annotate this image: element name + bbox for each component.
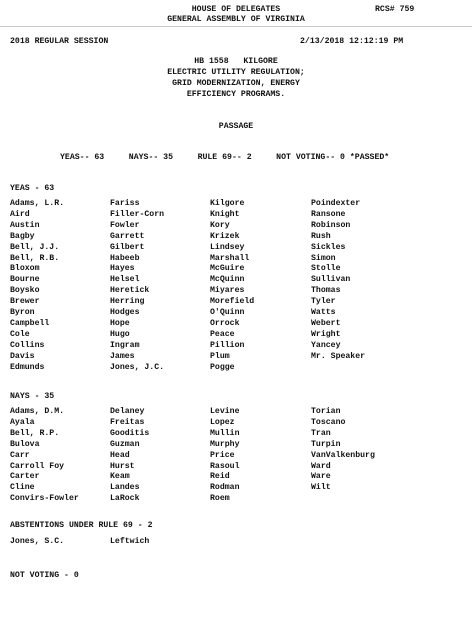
member-name: Leftwich: [110, 537, 150, 546]
member-name: Watts: [311, 308, 336, 318]
not-voting-heading: NOT VOTING - 0: [10, 571, 79, 580]
member-name: VanValkenburg: [311, 450, 375, 460]
member-name: Krizek: [210, 231, 240, 241]
member-name: Poindexter: [311, 199, 361, 208]
nays-list: [10, 407, 421, 505]
member-name: Ingram: [110, 340, 140, 350]
member-name: Cline: [10, 483, 35, 493]
member-name: Bell, R.P.: [10, 428, 60, 438]
member-name: Bulova: [10, 439, 40, 449]
member-name: Freitas: [110, 417, 145, 427]
member-name: Plum: [210, 351, 230, 361]
member-name: Carroll Foy: [10, 461, 65, 471]
member-name: Lindsey: [210, 242, 245, 252]
member-name: Jones, J.C.: [110, 362, 165, 372]
yeas-heading: YEAS - 63: [10, 184, 55, 193]
member-name: Lopez: [210, 417, 235, 427]
member-name: Rodman: [210, 483, 240, 493]
member-name: O'Quinn: [210, 308, 245, 318]
member-name: Sullivan: [311, 275, 351, 285]
member-name: Garrett: [110, 231, 145, 241]
vote-datetime: 2/13/2018 12:12:19 PM: [300, 37, 404, 46]
nays-heading: NAYS - 35: [10, 392, 55, 401]
member-name: Ward: [311, 461, 331, 471]
assembly-name: GENERAL ASSEMBLY OF VIRGINIA: [167, 15, 305, 24]
chamber-name: HOUSE OF DELEGATES: [191, 5, 281, 14]
member-name: Webert: [311, 318, 341, 328]
member-name: Yancey: [311, 340, 341, 350]
member-name: Simon: [311, 253, 336, 263]
member-name: Keam: [110, 472, 130, 482]
member-name: Carter: [10, 472, 40, 482]
member-name: Collins: [10, 340, 45, 350]
vote-tally: YEAS-- 63 NAYS-- 35 RULE 69-- 2 NOT VOTING-- 0 *PASSED*: [60, 153, 390, 162]
member-name: Hope: [110, 318, 130, 328]
member-name: Aird: [10, 209, 30, 219]
member-name: Levine: [210, 407, 240, 416]
member-name: McGuire: [210, 264, 245, 274]
member-name: Thomas: [311, 286, 341, 296]
member-name: Gooditis: [110, 428, 150, 438]
abstentions-heading: ABSTENTIONS UNDER RULE 69 - 2: [10, 521, 153, 530]
member-name: Wilt: [311, 483, 331, 493]
member-name: Stolle: [311, 264, 341, 274]
member-name: Bagby: [10, 231, 35, 241]
abstentions-list: [10, 537, 421, 548]
yeas-list: [10, 199, 421, 374]
member-name: Jones, S.C.: [10, 537, 65, 546]
session-label: 2018 REGULAR SESSION: [10, 37, 109, 46]
member-name: [311, 494, 421, 505]
member-name: Boysko: [10, 286, 40, 296]
member-name: Fowler: [110, 220, 140, 230]
member-name: Rasoul: [210, 461, 240, 471]
member-name: Murphy: [210, 439, 240, 449]
member-name: Hugo: [110, 329, 130, 339]
member-name: Robinson: [311, 220, 351, 230]
member-name: Hodges: [110, 308, 140, 318]
bill-number: HB 1558 KILGORE: [194, 57, 278, 66]
member-name: Bell, J.J.: [10, 242, 60, 252]
member-name: [210, 537, 311, 548]
member-name: Habeeb: [110, 253, 140, 263]
member-name: Mr. Speaker: [311, 351, 366, 361]
member-name: [311, 537, 421, 548]
header-divider: [0, 26, 472, 27]
member-name: Bloxom: [10, 264, 40, 274]
member-name: Morefield: [210, 297, 255, 307]
member-name: Landes: [110, 483, 140, 493]
member-name: Reid: [210, 472, 230, 482]
member-name: Convirs-Fowler: [10, 494, 79, 504]
action-title: PASSAGE: [218, 122, 254, 131]
member-name: Head: [110, 450, 130, 460]
member-name: Adams, L.R.: [10, 199, 65, 208]
member-name: Adams, D.M.: [10, 407, 65, 416]
member-name: Ransone: [311, 209, 346, 219]
member-name: Byron: [10, 308, 35, 318]
member-name: McQuinn: [210, 275, 245, 285]
member-name: Mullin: [210, 428, 240, 438]
member-name: Austin: [10, 220, 40, 230]
member-name: Roem: [210, 494, 230, 504]
member-name: Orrock: [210, 318, 240, 328]
member-name: Gilbert: [110, 242, 145, 252]
member-name: Ware: [311, 472, 331, 482]
member-name: Brewer: [10, 297, 40, 307]
member-name: Turpin: [311, 439, 341, 449]
member-name: Pogge: [210, 362, 235, 372]
member-name: Torian: [311, 407, 341, 416]
roll-call-number: RCS# 759: [375, 5, 415, 14]
member-name: Bell, R.B.: [10, 253, 60, 263]
member-name: Peace: [210, 329, 235, 339]
member-name: Helsel: [110, 275, 140, 285]
bill-title-line-3: EFFICIENCY PROGRAMS.: [186, 90, 286, 99]
member-name: Knight: [210, 209, 240, 219]
member-name: Hurst: [110, 461, 135, 471]
member-name: Herring: [110, 297, 145, 307]
bill-title-line-1: ELECTRIC UTILITY REGULATION;: [167, 68, 305, 77]
member-name: Davis: [10, 351, 35, 361]
member-name: Edmunds: [10, 362, 45, 372]
member-name: Rush: [311, 231, 331, 241]
member-name: Tran: [311, 428, 331, 438]
member-name: Heretick: [110, 286, 150, 296]
member-name: Kory: [210, 220, 230, 230]
member-name: James: [110, 351, 135, 361]
member-name: Miyares: [210, 286, 245, 296]
member-name: Sickles: [311, 242, 346, 252]
bill-title-line-2: GRID MODERNIZATION, ENERGY: [172, 79, 300, 88]
member-name: Price: [210, 450, 235, 460]
member-name: Delaney: [110, 407, 145, 416]
member-name: Fariss: [110, 199, 140, 208]
member-name: Tyler: [311, 297, 336, 307]
member-name: Kilgore: [210, 199, 245, 208]
member-name: LaRock: [110, 494, 140, 504]
member-name: Toscano: [311, 417, 346, 427]
member-name: Ayala: [10, 417, 35, 427]
member-name: Bourne: [10, 275, 40, 285]
member-name: Marshall: [210, 253, 250, 263]
member-name: Hayes: [110, 264, 135, 274]
member-name: Campbell: [10, 318, 50, 328]
member-name: Cole: [10, 329, 30, 339]
member-name: Carr: [10, 450, 30, 460]
member-name: Guzman: [110, 439, 140, 449]
member-name: [311, 363, 421, 374]
member-name: Wright: [311, 329, 341, 339]
member-name: Pillion: [210, 340, 245, 350]
member-name: Filler-Corn: [110, 209, 165, 219]
